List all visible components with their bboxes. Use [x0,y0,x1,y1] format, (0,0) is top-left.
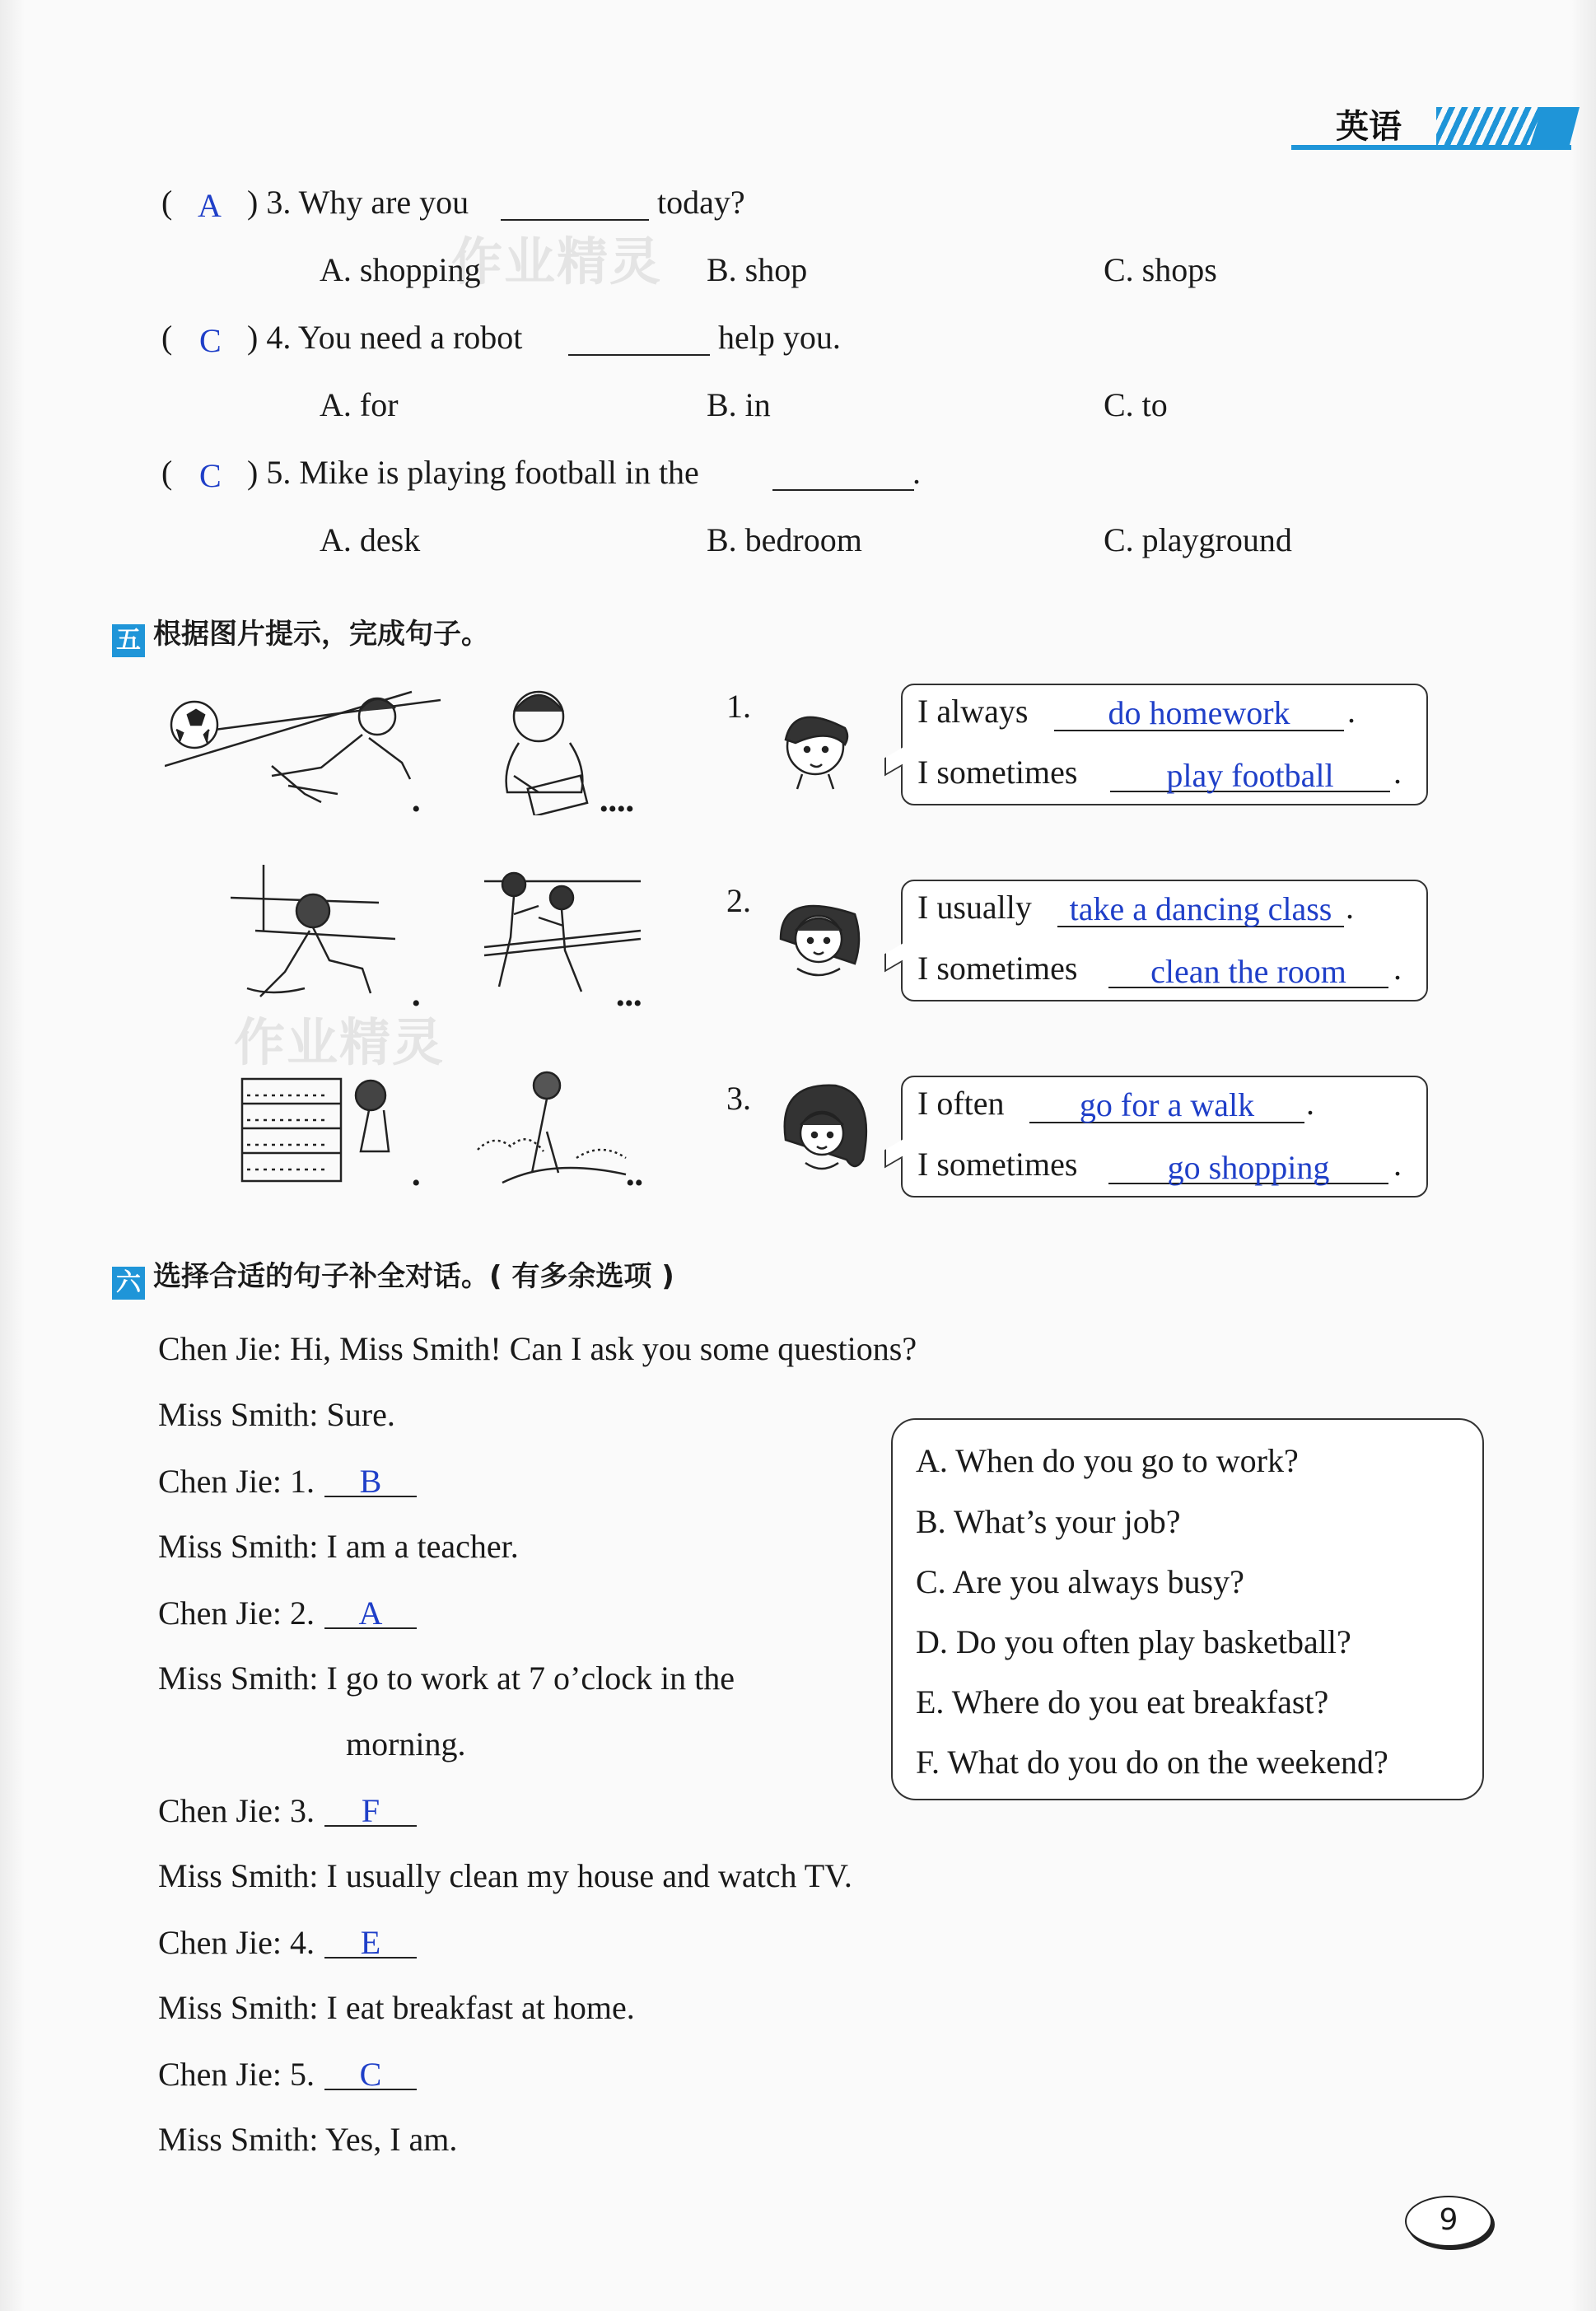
dialogue-text: Chen Jie: 1. [158,1463,315,1500]
mc-stem: ) 4. You need a robot [247,319,523,356]
mc-after: today? [657,184,745,221]
option-b: B. shop [707,251,808,288]
period: . [1393,950,1402,987]
row-number: 2. [726,882,751,919]
option-b: B. bedroom [707,521,862,558]
dialogue-line: Chen Jie: Hi, Miss Smith! Can I ask you some questions? [158,1330,917,1367]
dialogue-line-with-answer [158,1922,417,1962]
line-2-prefix: I sometimes [917,754,1078,791]
option-b: B. What’s your job? [916,1503,1181,1540]
paren-open: ( [161,319,173,356]
header-underline [1291,145,1571,150]
dialogue-text: Chen Jie: 5. [158,2056,315,2093]
period: . [1346,889,1354,926]
dialogue-text: Chen Jie: 2. [158,1594,315,1632]
section-title-text: 根据图片提示，完成句子。 [153,618,489,651]
blue-answer: E [324,1922,417,1959]
mc-stem: ) 5. Mike is playing football in the [247,454,699,491]
blue-answer: play football [1166,757,1334,794]
dialogue-text: Chen Jie: 4. [158,1924,315,1961]
row-number: 3. [726,1080,751,1117]
option-c: C. shops [1104,251,1217,288]
dialogue-line-with-answer [158,2054,417,2094]
option-a: A. shopping [320,251,481,288]
dots-a: • [412,796,421,823]
option-f: F. What do you do on the weekend? [916,1744,1388,1781]
dialogue-line: Miss Smith: Sure. [158,1396,395,1433]
cleaning-girl-illustration [231,865,395,1005]
row-number: 1. [726,688,751,725]
homework-boy-illustration [481,684,604,815]
line-2-prefix: I sometimes [917,1146,1078,1183]
line-1-prefix: I often [917,1085,1005,1122]
section-title-text: 选择合适的句子补全对话。( 有多余选项 ) [153,1260,674,1293]
option-d: D. Do you often play basketball? [916,1623,1351,1660]
blue-answer: C [324,2054,417,2090]
dancing-girls-illustration [476,865,649,1005]
section-number-icon: 六 [112,1267,145,1300]
subject-title: 英语 [1336,108,1402,146]
speech-bubble [901,684,1428,805]
dialogue-line-with-answer [158,1593,417,1632]
walking-girl-illustration [469,1067,634,1191]
option-c: C. playground [1104,521,1292,558]
blue-answer: A [324,1593,417,1629]
dots-a: • [412,1170,421,1197]
option-c: C. to [1104,386,1168,423]
option-a: A. desk [320,521,421,558]
page-number: 9 [1439,2203,1458,2237]
option-e: E. Where do you eat breakfast? [916,1683,1329,1720]
dots-b: •• [626,1170,644,1197]
mc-answer: C [199,322,222,359]
dialogue-line: Miss Smith: I eat breakfast at home. [158,1989,635,2026]
dots-b: •••• [600,796,635,823]
answer-blank [501,186,649,221]
period: . [1347,693,1356,730]
dialogue-line: Miss Smith: I am a teacher. [158,1528,519,1565]
dialogue-line: Miss Smith: I go to work at 7 o’clock in the [158,1660,735,1697]
girl-face-icon [772,889,863,980]
dialogue-text: Chen Jie: 3. [158,1792,315,1829]
section-6-title [112,1254,674,1300]
dialogue-line: Miss Smith: I usually clean my house and watch TV. [158,1857,852,1894]
option-a: A. for [320,386,399,423]
blue-answer: go for a walk [1079,1086,1255,1123]
options-box [891,1418,1484,1800]
shopping-illustration [239,1071,404,1186]
dialogue-line-with-answer [158,1790,417,1830]
mc-answer: A [198,187,222,224]
boy-face-icon [774,700,856,791]
mc-answer: C [199,457,222,494]
watermark: 作业精灵 [234,1012,446,1072]
mc-stem: ) 3. Why are you [247,184,469,221]
blue-answer: F [324,1790,417,1827]
blue-answer: take a dancing class [1069,890,1332,927]
page-number-badge [1405,2196,1492,2247]
line-1-prefix: I usually [917,889,1032,926]
answer-blank [568,321,710,356]
line-2-prefix: I sometimes [917,950,1078,987]
blue-answer: do homework [1108,694,1290,731]
dialogue-line: Miss Smith: Yes, I am. [158,2121,458,2158]
dialogue-line: morning. [346,1725,466,1762]
watermark: 作业精灵 [451,231,663,292]
period: . [1393,754,1402,791]
mc-after: help you. [718,319,841,356]
option-b: B. in [707,386,771,423]
dots-a: • [412,990,421,1017]
section-5-title [112,611,489,657]
option-a: A. When do you go to work? [916,1442,1299,1479]
period: . [1306,1085,1314,1122]
speech-bubble [901,880,1428,1001]
speech-bubble [901,1076,1428,1198]
woman-face-icon [777,1082,868,1178]
football-kick-illustration [165,684,445,824]
period: . [1393,1146,1402,1183]
line-1-prefix: I always [917,693,1029,730]
answer-blank [772,456,914,491]
blue-answer: go shopping [1167,1149,1330,1186]
dots-b: ••• [616,990,642,1017]
blue-answer: clean the room [1150,953,1346,990]
paren-open: ( [161,184,173,221]
paren-open: ( [161,454,173,491]
blue-answer: B [324,1461,417,1497]
dialogue-line-with-answer [158,1461,417,1501]
option-c: C. Are you always busy? [916,1563,1244,1600]
mc-after: . [912,454,921,491]
section-number-icon: 五 [112,624,145,657]
subject-header [1291,97,1588,156]
